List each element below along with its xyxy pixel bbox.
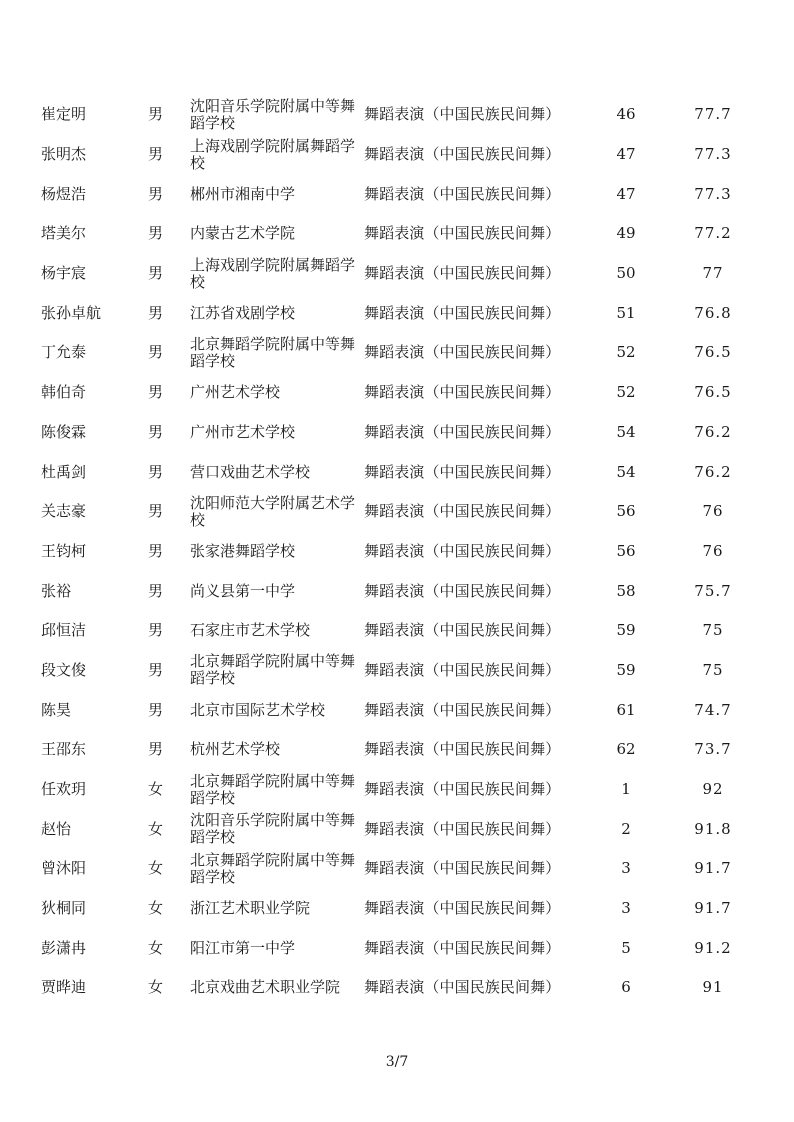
table-row: [0, 770, 794, 810]
rank-value: 62: [616, 740, 636, 759]
student-name: 杜禹剑: [41, 462, 87, 481]
major-name: 舞蹈表演（中国民族民间舞）: [364, 541, 561, 560]
student-name: 贾晔迪: [41, 978, 87, 997]
table-row: [0, 214, 794, 254]
student-name: 崔定明: [41, 105, 87, 124]
major-name: 舞蹈表演（中国民族民间舞）: [364, 621, 561, 640]
rank-value: 58: [616, 581, 636, 600]
school-name-cell: [190, 174, 355, 214]
school-name-cell: [190, 928, 355, 968]
school-name: 北京舞蹈学院附属中等舞蹈学校: [190, 652, 356, 688]
major-name: 舞蹈表演（中国民族民间舞）: [364, 224, 561, 243]
table-row: [0, 532, 794, 572]
student-gender: 男: [148, 541, 164, 560]
rank-value: 50: [616, 264, 636, 283]
score-value: 91: [702, 978, 724, 997]
rank-value: 2: [621, 819, 631, 838]
table-row: [0, 928, 794, 968]
rank-value: 47: [616, 145, 636, 164]
major-name: 舞蹈表演（中国民族民间舞）: [364, 740, 561, 759]
student-gender: 男: [148, 264, 164, 283]
school-name-cell: [190, 532, 355, 572]
student-gender: 男: [148, 422, 164, 441]
rank-value: 56: [616, 502, 636, 521]
school-name-cell: [190, 889, 355, 929]
school-name: 广州艺术学校: [190, 383, 281, 402]
school-name: 尚义县第一中学: [190, 581, 296, 600]
table-row: [0, 571, 794, 611]
rank-value: 52: [616, 383, 636, 402]
table-row: [0, 849, 794, 889]
rank-value: 59: [616, 660, 636, 679]
major-name: 舞蹈表演（中国民族民间舞）: [364, 978, 561, 997]
table-row: [0, 174, 794, 214]
rank-value: 1: [621, 780, 631, 799]
student-gender: 男: [148, 343, 164, 362]
score-value: 92: [702, 780, 724, 799]
student-name: 赵怡: [41, 819, 72, 838]
major-name: 舞蹈表演（中国民族民间舞）: [364, 184, 561, 203]
student-name: 陈俊霖: [41, 422, 87, 441]
school-name-cell: [190, 809, 355, 849]
student-name: 塔美尔: [41, 224, 87, 243]
school-name-cell: [190, 690, 355, 730]
school-name-cell: [190, 651, 355, 691]
major-name: 舞蹈表演（中国民族民间舞）: [364, 303, 561, 322]
student-gender: 男: [148, 660, 164, 679]
major-name: 舞蹈表演（中国民族民间舞）: [364, 700, 561, 719]
school-name-cell: [190, 293, 355, 333]
school-name: 沈阳音乐学院附属中等舞蹈学校: [190, 96, 356, 132]
student-gender: 男: [148, 303, 164, 322]
score-value: 76.2: [694, 422, 732, 441]
rank-value: 3: [621, 859, 631, 878]
rank-value: 5: [621, 938, 631, 957]
school-name-cell: [190, 968, 355, 1008]
rank-value: 6: [621, 978, 631, 997]
school-name: 浙江艺术职业学院: [190, 899, 311, 918]
student-gender: 男: [148, 740, 164, 759]
score-value: 91.7: [694, 859, 732, 878]
school-name: 北京舞蹈学院附属中等舞蹈学校: [190, 850, 356, 886]
table-row: [0, 413, 794, 453]
major-name: 舞蹈表演（中国民族民间舞）: [364, 383, 561, 402]
rank-value: 54: [616, 462, 636, 481]
student-name: 任欢玥: [41, 780, 87, 799]
student-gender: 女: [148, 899, 164, 918]
student-name: 关志豪: [41, 502, 87, 521]
school-name: 江苏省戏剧学校: [190, 303, 296, 322]
rank-value: 56: [616, 541, 636, 560]
major-name: 舞蹈表演（中国民族民间舞）: [364, 422, 561, 441]
score-value: 91.7: [694, 899, 732, 918]
rank-value: 46: [616, 105, 636, 124]
student-gender: 女: [148, 819, 164, 838]
score-value: 76.5: [694, 343, 732, 362]
major-name: 舞蹈表演（中国民族民间舞）: [364, 105, 561, 124]
student-gender: 男: [148, 621, 164, 640]
school-name: 北京戏曲艺术职业学院: [190, 978, 341, 997]
school-name: 石家庄市艺术学校: [190, 621, 311, 640]
student-name: 丁允泰: [41, 343, 87, 362]
rank-value: 51: [616, 303, 636, 322]
table-row: [0, 730, 794, 770]
table-row: [0, 333, 794, 373]
score-value: 75: [702, 660, 724, 679]
school-name: 张家港舞蹈学校: [190, 541, 296, 560]
major-name: 舞蹈表演（中国民族民间舞）: [364, 343, 561, 362]
score-value: 91.8: [694, 819, 732, 838]
score-value: 76: [702, 502, 724, 521]
major-name: 舞蹈表演（中国民族民间舞）: [364, 660, 561, 679]
score-value: 74.7: [694, 700, 732, 719]
student-name: 张明杰: [41, 145, 87, 164]
score-value: 75: [702, 621, 724, 640]
table-row: [0, 492, 794, 532]
score-value: 77.7: [694, 105, 732, 124]
major-name: 舞蹈表演（中国民族民间舞）: [364, 938, 561, 957]
student-name: 狄桐同: [41, 899, 87, 918]
student-gender: 男: [148, 462, 164, 481]
table-row: [0, 809, 794, 849]
major-name: 舞蹈表演（中国民族民间舞）: [364, 899, 561, 918]
rank-value: 49: [616, 224, 636, 243]
rank-value: 3: [621, 899, 631, 918]
student-name: 段文俊: [41, 660, 87, 679]
school-name: 北京舞蹈学院附属中等舞蹈学校: [190, 334, 356, 370]
table-row: [0, 651, 794, 691]
school-name-cell: [190, 770, 355, 810]
school-name: 沈阳音乐学院附属中等舞蹈学校: [190, 811, 356, 847]
score-value: 76: [702, 541, 724, 560]
student-gender: 男: [148, 502, 164, 521]
school-name: 内蒙古艺术学院: [190, 224, 296, 243]
table-row: [0, 373, 794, 413]
school-name-cell: [190, 492, 355, 532]
school-name: 上海戏剧学院附属舞蹈学校: [190, 255, 356, 291]
student-name: 王邵东: [41, 740, 87, 759]
score-value: 77.3: [694, 184, 732, 203]
student-name: 张裕: [41, 581, 72, 600]
student-name: 杨宇宸: [41, 264, 87, 283]
school-name: 沈阳师范大学附属艺术学校: [190, 493, 356, 529]
student-gender: 男: [148, 700, 164, 719]
school-name: 阳江市第一中学: [190, 938, 296, 957]
major-name: 舞蹈表演（中国民族民间舞）: [364, 819, 561, 838]
score-value: 75.7: [694, 581, 732, 600]
student-gender: 女: [148, 780, 164, 799]
school-name: 广州市艺术学校: [190, 422, 296, 441]
score-value: 77: [702, 264, 724, 283]
school-name: 郴州市湘南中学: [190, 184, 296, 203]
school-name-cell: [190, 413, 355, 453]
student-gender: 男: [148, 581, 164, 600]
school-name: 杭州艺术学校: [190, 740, 281, 759]
student-name: 彭潇冉: [41, 938, 87, 957]
student-gender: 男: [148, 224, 164, 243]
table-row: [0, 968, 794, 1008]
student-gender: 女: [148, 859, 164, 878]
school-name: 上海戏剧学院附属舞蹈学校: [190, 136, 356, 172]
score-value: 77.2: [694, 224, 732, 243]
score-value: 91.2: [694, 938, 732, 957]
school-name-cell: [190, 333, 355, 373]
school-name-cell: [190, 730, 355, 770]
score-value: 76.5: [694, 383, 732, 402]
score-value: 76.2: [694, 462, 732, 481]
table-row: [0, 690, 794, 730]
student-name: 曾沐阳: [41, 859, 87, 878]
school-name-cell: [190, 611, 355, 651]
major-name: 舞蹈表演（中国民族民间舞）: [364, 859, 561, 878]
student-name: 杨煜浩: [41, 184, 87, 203]
score-value: 73.7: [694, 740, 732, 759]
major-name: 舞蹈表演（中国民族民间舞）: [364, 264, 561, 283]
rank-value: 47: [616, 184, 636, 203]
table-row: [0, 135, 794, 175]
school-name: 北京舞蹈学院附属中等舞蹈学校: [190, 771, 356, 807]
student-gender: 女: [148, 978, 164, 997]
table-row: [0, 254, 794, 294]
major-name: 舞蹈表演（中国民族民间舞）: [364, 780, 561, 799]
rank-value: 61: [616, 700, 636, 719]
school-name-cell: [190, 214, 355, 254]
student-gender: 女: [148, 938, 164, 957]
student-gender: 男: [148, 105, 164, 124]
student-gender: 男: [148, 383, 164, 402]
school-name: 北京市国际艺术学校: [190, 700, 326, 719]
score-value: 76.8: [694, 303, 732, 322]
page-number: 3/7: [385, 1054, 409, 1070]
rank-value: 54: [616, 422, 636, 441]
table-row: [0, 611, 794, 651]
score-value: 77.3: [694, 145, 732, 164]
table-row: [0, 293, 794, 333]
major-name: 舞蹈表演（中国民族民间舞）: [364, 502, 561, 521]
student-name: 张孙卓航: [41, 303, 102, 322]
major-name: 舞蹈表演（中国民族民间舞）: [364, 581, 561, 600]
major-name: 舞蹈表演（中国民族民间舞）: [364, 145, 561, 164]
rank-value: 59: [616, 621, 636, 640]
student-name: 陈昊: [41, 700, 72, 719]
school-name-cell: [190, 452, 355, 492]
rank-value: 52: [616, 343, 636, 362]
school-name-cell: [190, 135, 355, 175]
student-name: 王钧柯: [41, 541, 87, 560]
student-name: 韩伯奇: [41, 383, 87, 402]
results-table: [0, 95, 794, 1008]
school-name-cell: [190, 254, 355, 294]
table-row: [0, 452, 794, 492]
school-name-cell: [190, 95, 355, 135]
school-name-cell: [190, 373, 355, 413]
student-name: 邱恒洁: [41, 621, 87, 640]
student-gender: 男: [148, 184, 164, 203]
school-name-cell: [190, 849, 355, 889]
table-row: [0, 889, 794, 929]
school-name-cell: [190, 571, 355, 611]
major-name: 舞蹈表演（中国民族民间舞）: [364, 462, 561, 481]
student-gender: 男: [148, 145, 164, 164]
school-name: 营口戏曲艺术学校: [190, 462, 311, 481]
table-row: [0, 95, 794, 135]
